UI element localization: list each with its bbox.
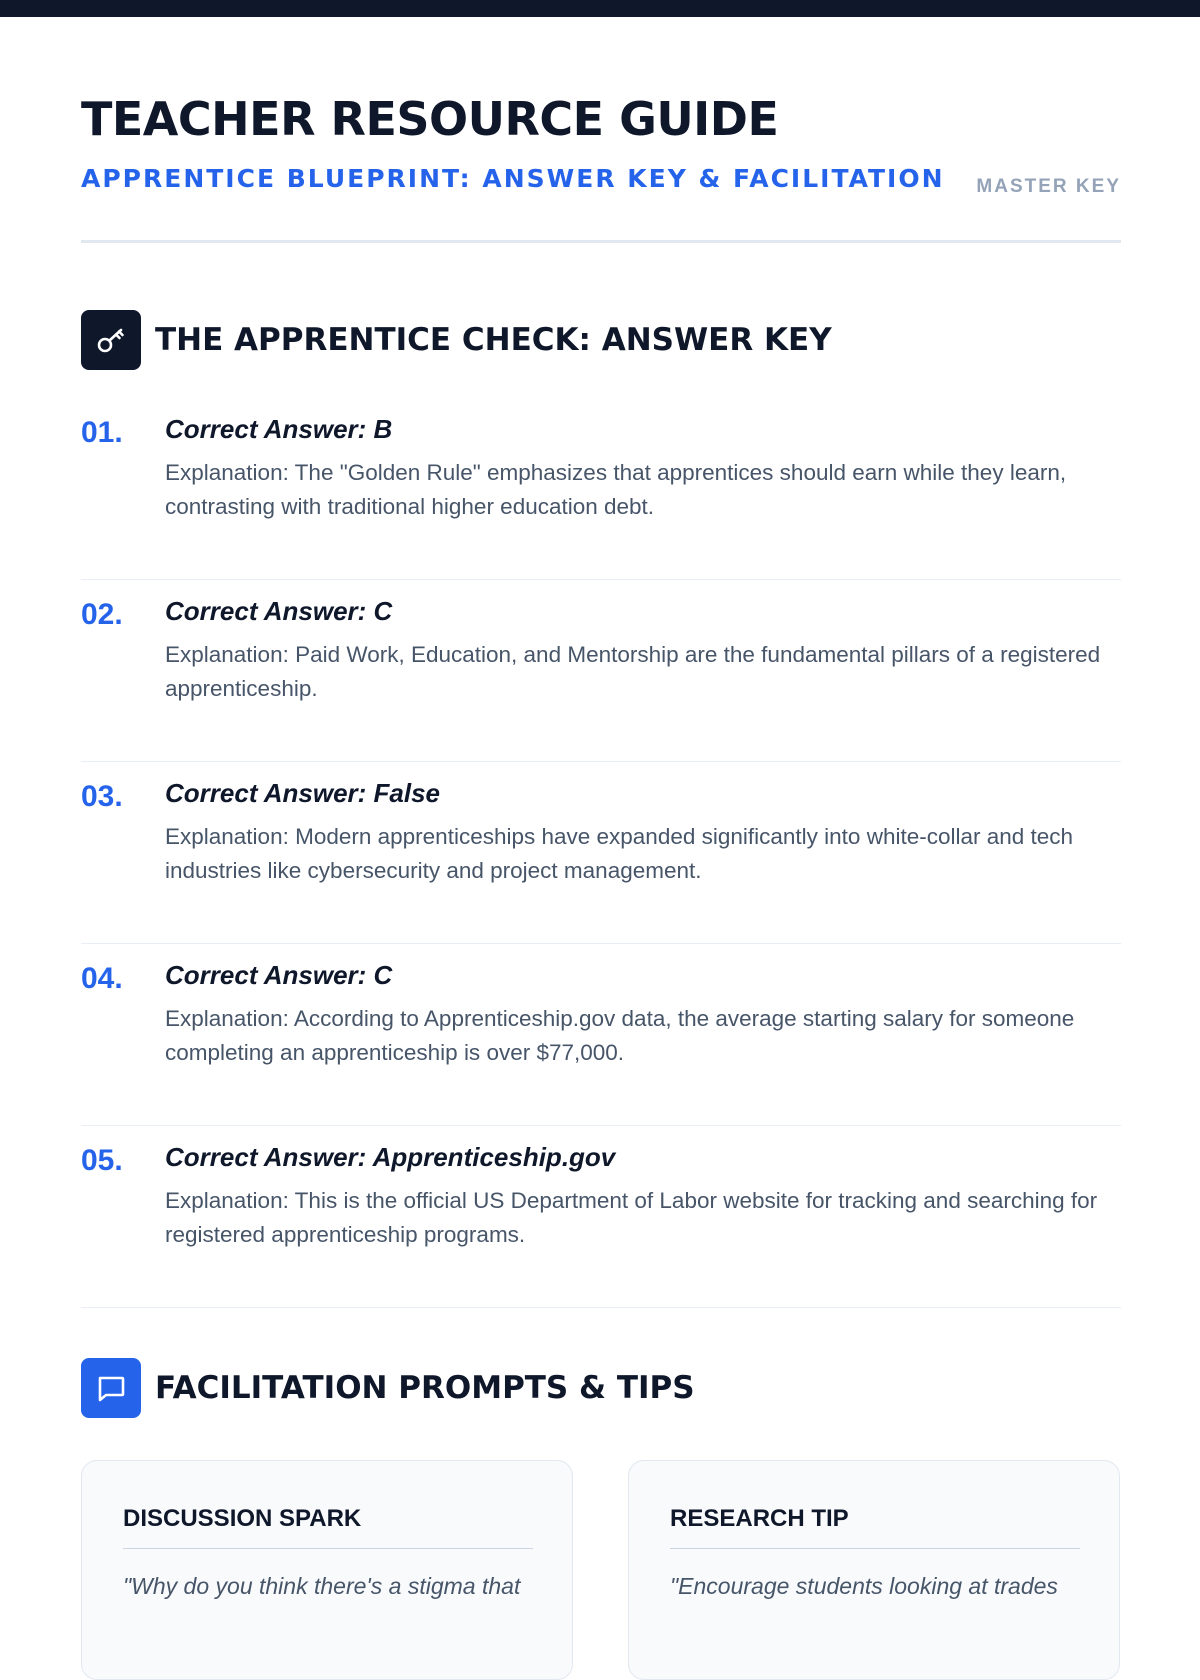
- answer-item: [81, 580, 1121, 762]
- answer-number: 05.: [81, 1144, 123, 1177]
- card-divider: [670, 1548, 1080, 1549]
- answer-explanation: Explanation: Paid Work, Education, and Mentorship are the fundamental pillars of a registered apprenticeship.: [165, 642, 1101, 701]
- top-accent-bar: [0, 0, 1200, 17]
- card-quote: "Encourage students looking at trades: [670, 1573, 1058, 1599]
- answer-explanation: Explanation: Modern apprenticeships have expanded significantly into white-collar and tech industries like cybersecurity and project management.: [165, 824, 1074, 883]
- answer-item: [81, 1126, 1121, 1308]
- facilitation-section-header: [81, 1358, 695, 1418]
- card-title: DISCUSSION SPARK: [123, 1505, 362, 1532]
- correct-answer: Correct Answer: False: [165, 778, 441, 808]
- answer-number: 01.: [81, 416, 123, 449]
- answer-number: 04.: [81, 962, 123, 995]
- correct-answer: Correct Answer: C: [165, 960, 393, 990]
- research-tip-card: [628, 1460, 1120, 1680]
- key-icon: [81, 310, 141, 370]
- card-divider: [123, 1548, 533, 1549]
- answer-explanation: Explanation: The "Golden Rule" emphasizes that apprentices should earn while they learn, contrasting with traditional higher education debt.: [165, 460, 1067, 519]
- answer-item: [81, 944, 1121, 1126]
- answer-key-section-title: THE APPRENTICE CHECK: ANSWER KEY: [155, 322, 832, 358]
- answer-item: [81, 398, 1121, 580]
- answer-number: 02.: [81, 598, 123, 631]
- answer-list: [81, 398, 1121, 1308]
- card-title: RESEARCH TIP: [670, 1505, 849, 1532]
- discussion-spark-card: [81, 1460, 573, 1680]
- header-divider: [81, 240, 1121, 243]
- answer-explanation: Explanation: According to Apprenticeship.gov data, the average starting salary for someone completing an apprenticeship is over $77,000.: [165, 1006, 1075, 1065]
- chat-bubble-icon: [81, 1358, 141, 1418]
- answer-key-section-header: [81, 310, 832, 370]
- correct-answer: Correct Answer: B: [165, 414, 393, 444]
- answer-item: [81, 762, 1121, 944]
- master-key-tag: MASTER KEY: [976, 176, 1121, 197]
- correct-answer: Correct Answer: Apprenticeship.gov: [165, 1142, 616, 1172]
- page-subtitle: APPRENTICE BLUEPRINT: ANSWER KEY & FACILITATION: [81, 164, 945, 193]
- card-quote: "Why do you think there's a stigma that: [123, 1573, 521, 1599]
- facilitation-section-title: FACILITATION PROMPTS & TIPS: [155, 1370, 695, 1406]
- page-title: TEACHER RESOURCE GUIDE: [81, 92, 779, 146]
- answer-number: 03.: [81, 780, 123, 813]
- correct-answer: Correct Answer: C: [165, 596, 393, 626]
- answer-explanation: Explanation: This is the official US Department of Labor website for tracking and searching for registered apprenticeship programs.: [165, 1188, 1098, 1247]
